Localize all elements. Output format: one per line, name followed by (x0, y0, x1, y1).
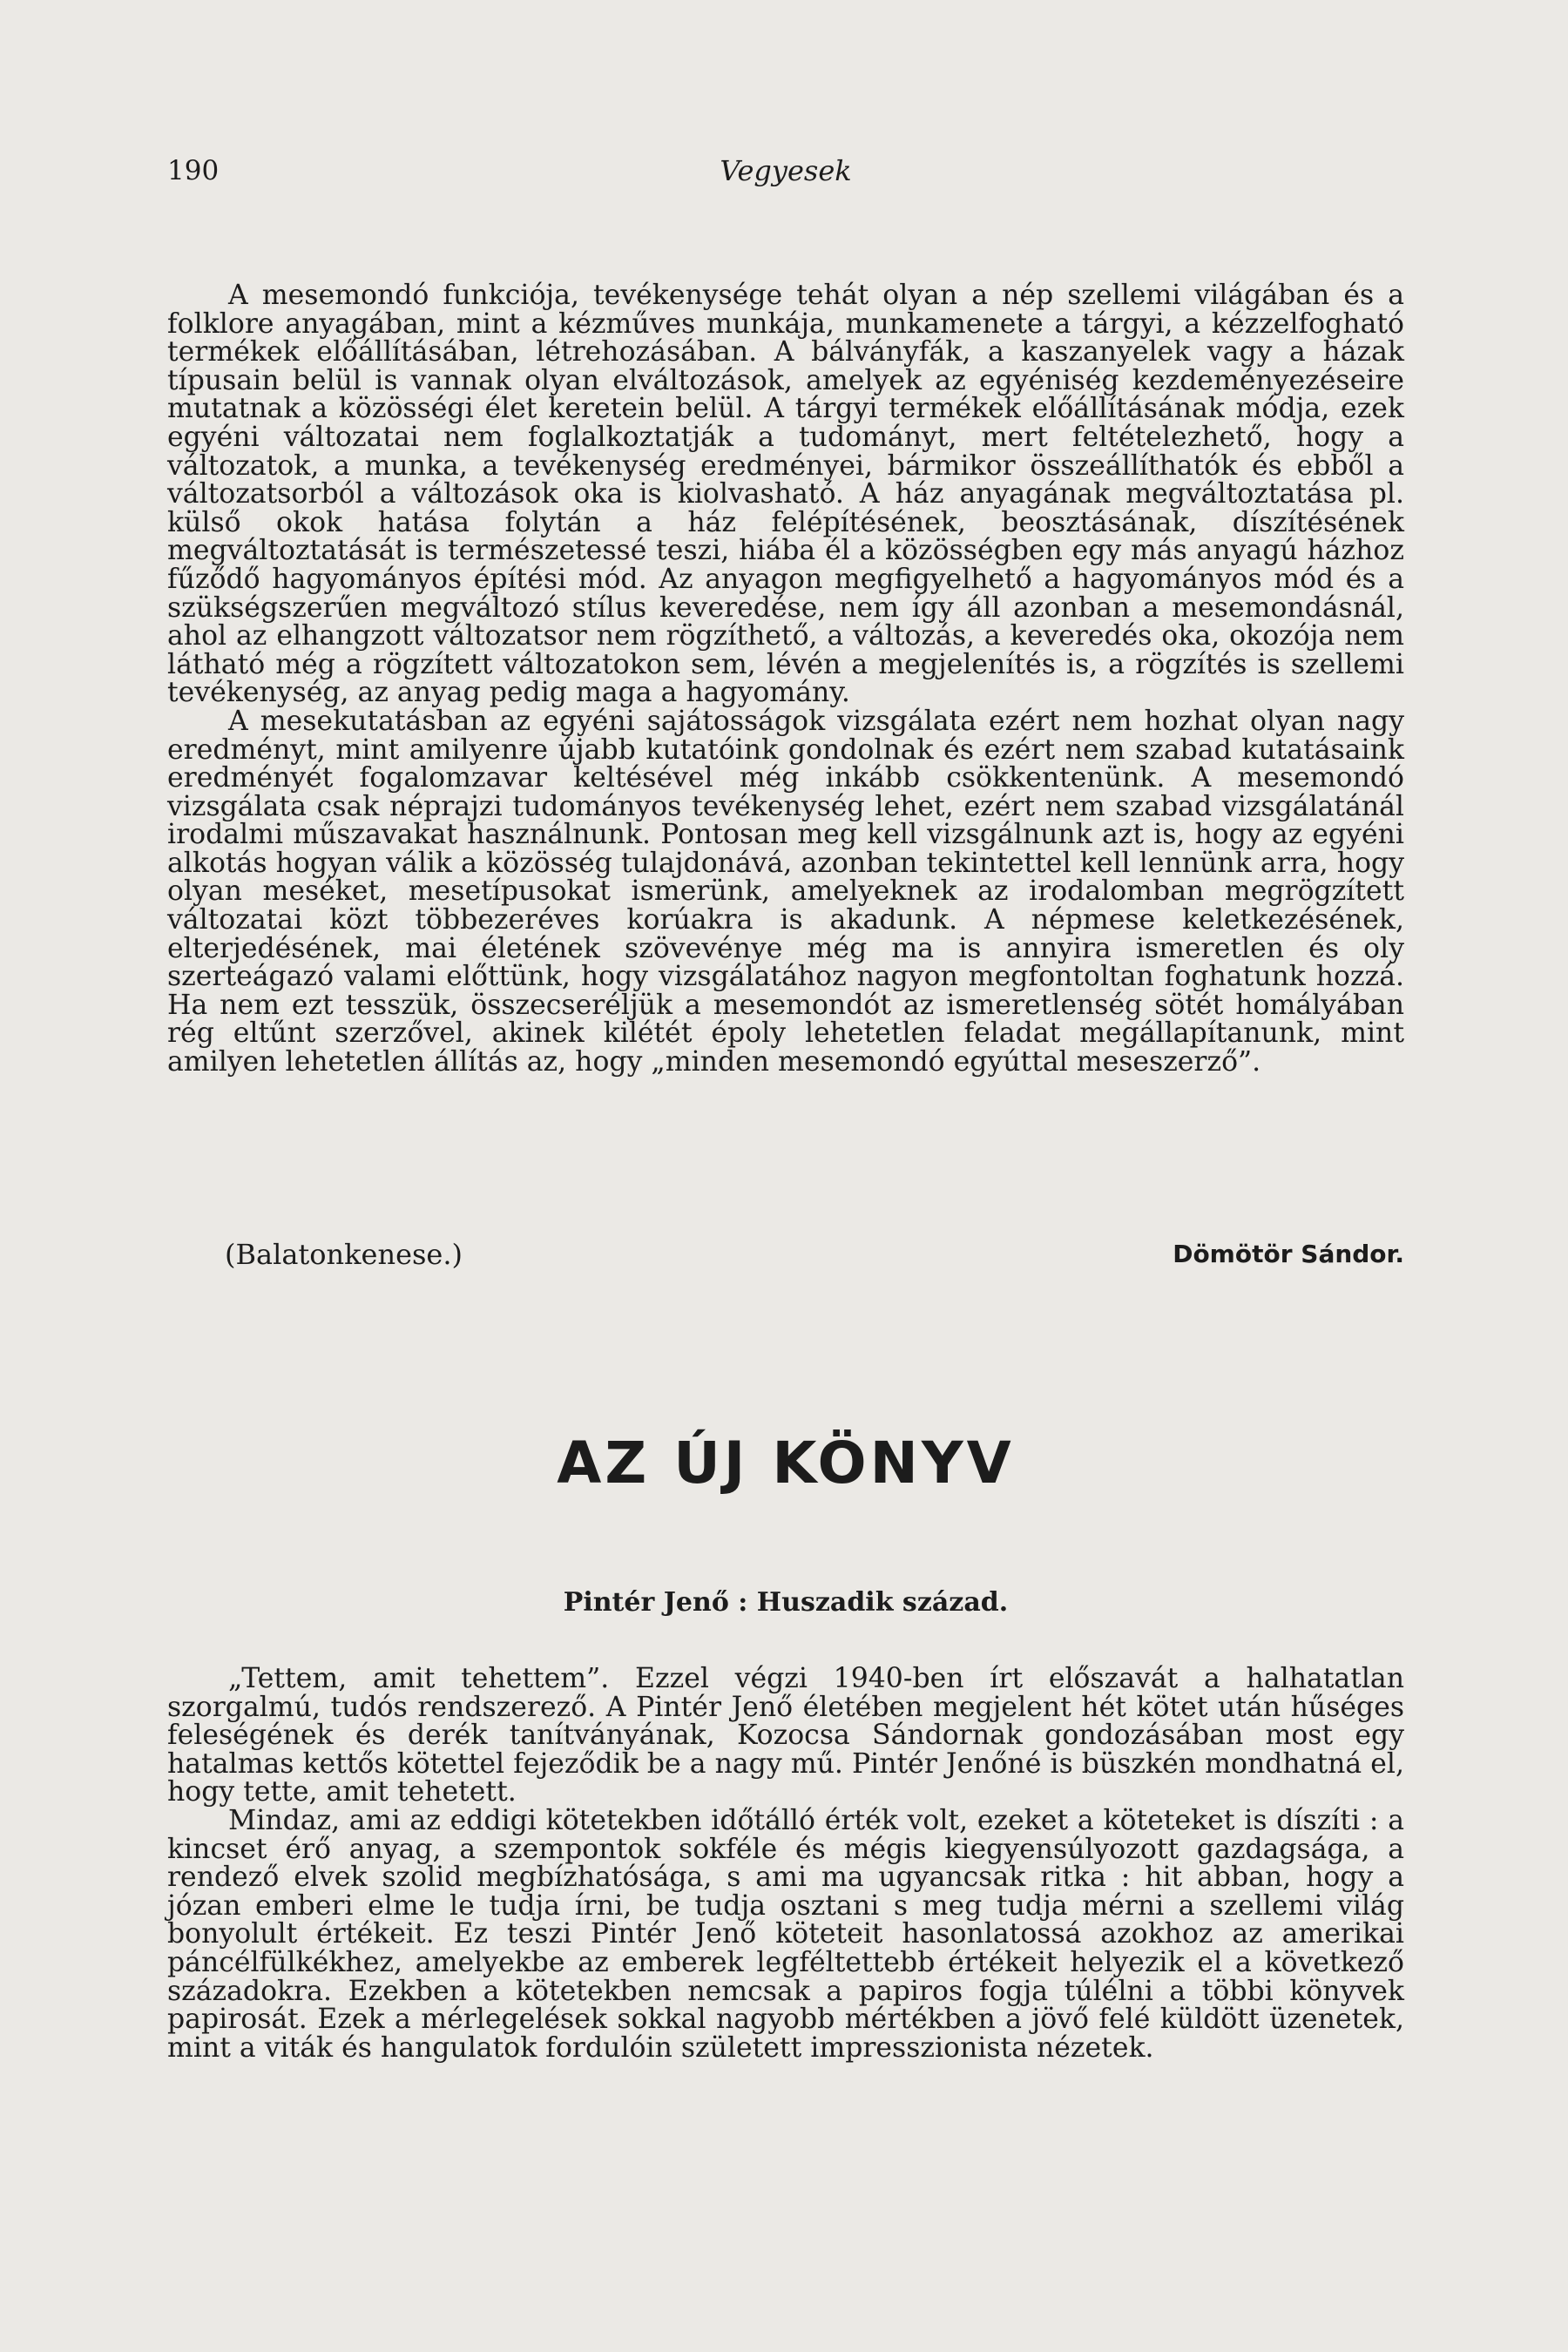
article-body (167, 281, 1404, 1077)
running-head (167, 153, 1404, 188)
article-author: Dömötör Sándor. (1173, 1240, 1404, 1268)
article-paragraph-2: A mesekutatásban az egyéni sajátosságok vizsgálata ezért nem hozhat olyan nagy eredményt, mint amilyenre újabb kutatóink gondolnak és ezért nem szabad kutatásaink eredményét fogalomzavar keltésével még inkább csökkentenünk. A mesemondó vizsgálata csak néprajzi tudományos tevékenység lehet, ezért nem szabad vizsgálatánál irodalmi műszavakat használnunk. Pontosan meg kell vizsgálnunk azt is, hogy az egyéni alkotás hogyan válik a közösség tulajdonává, azonban tekintettel kell lennünk arra, hogy olyan meséket, mesetípusokat ismerünk, amelyeknek az irodalomban megrögzített változatai közt többezeréves korúakra is akadunk. A népmese keletkezésének, elterjedésének, mai életének szövevénye még ma is annyira ismeretlen és oly szerteágazó valami előttünk, hogy vizsgálatához nagyon megfontoltan foghatunk hozzá. Ha nem ezt tesszük, összecseréljük a mesemondót az ismeretlenség sötét homályában rég eltűnt szerzővel, akinek kilétét époly lehetetlen feladat megállapítanunk, mint amilyen lehetetlen állítás az, hogy „minden mesemondó egyúttal meseszerző”. (167, 705, 1404, 1078)
page-number: 190 (167, 155, 220, 186)
section-heading: AZ ÚJ KÖNYV (557, 1429, 1015, 1497)
review-paragraph-2: Mindaz, ami az eddigi kötetekben időtálló érték volt, ezeket a köteteket is díszíti : a kincset érő anyag, a szempontok sokféle és mégis kiegyensúlyozott gazdagsága, a rendező elvek szolid megbízhatósága, s ami ma ugyancsak ritka : hit abban, hogy a józan emberi elme le tudja írni, be tudja osztani s meg tudja mérni a szellemi világ bonyolult értékeit. Ez teszi Pintér Jenő köteteit hasonlatossá azokhoz az amerikai páncélfülkékhez, amelyekbe az emberek legféltettebb értékeit helyezik el a következő századokra. Ezekben a kötetekben nemcsak a papiros fogja túlélni a többi könyvek papirosát. Ezek a mérlegelések sokkal nagyobb mértékben a jövő felé küldött üzenetek, mint a viták és hangulatok fordulóin született impresszionista nézetek. (167, 1804, 1404, 2064)
running-title: Vegyesek (720, 154, 852, 187)
review-title: Pintér Jenő : Huszadik század. (563, 1587, 1009, 1618)
review-body (167, 1665, 1404, 2062)
article-place: (Balatonkenese.) (225, 1238, 463, 1271)
article-paragraph-1: A mesemondó funkciója, tevékenysége tehát olyan a nép szellemi világában és a folklore anyagában, mint a kézműves munkája, munkamenete a tárgyi, a kézzelfogható termékek előállításában, létrehozásában. A bálványfák, a kaszanyelek vagy a házak típusain belül is vannak olyan elváltozások, amelyek az egyéniség kezdeményezéseire mutatnak a közösségi élet keretein belül. A tárgyi termékek előállításának módja, ezek egyéni változatai nem foglalkoztatják a tudományt, mert feltételezhető, hogy a változatok, a munka, a tevékenység eredményei, bármikor összeállíthatók és ebből a változatsorból a változások oka is kiolvasható. A ház anyagának megváltoztatása pl. külső okok hatása folytán a ház felépítésének, beosztásának, díszítésének megváltoztatását is természetessé teszi, hiába él a közösségben egy más anyagú házhoz fűződő hagyományos építési mód. Az anyagon megfigyelhető a hagyományos mód és a szükségszerűen megváltozó stílus keveredése, nem így áll azonban a mesemondásnál, ahol az elhangzott változatsor nem rögzíthető, a változás, a keveredés oka, okozója nem látható még a rögzített változatokon sem, lévén a megjelenítés is, a rögzítés is szellemi tevékenység, az anyag pedig maga a hagyomány. (167, 280, 1404, 709)
signature-line (225, 1237, 1404, 1272)
review-paragraph-1: „Tettem, amit tehettem”. Ezzel végzi 1940-ben írt előszavát a halhatatlan szorgalmú, tudós rendszerező. A Pintér Jenő életében megjelent hét kötet után hűséges feleségének és derék tanítványának, Kozocsa Sándornak gondozásában most egy hatalmas kettős kötettel fejeződik be a nagy mű. Pintér Jenőné is büszkén mondhatná el, hogy tette, amit tehetett. (167, 1663, 1404, 1808)
